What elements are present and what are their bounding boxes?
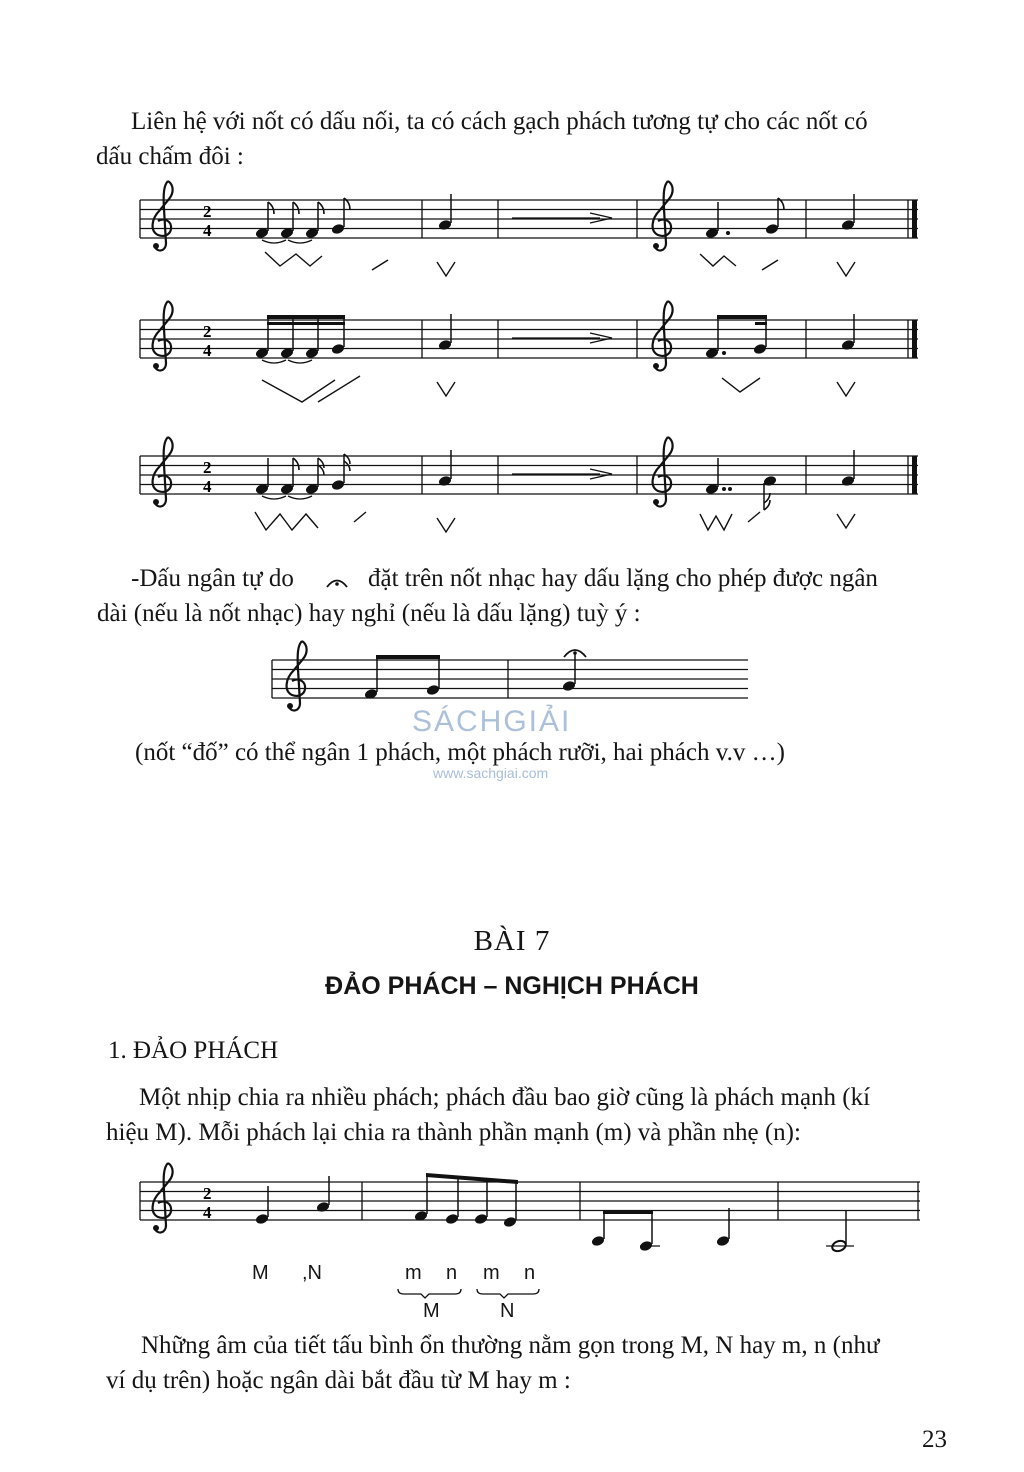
paragraph-4-line-2: ví dụ trên) hoặc ngân dài bắt đầu từ M hay m : (106, 1367, 571, 1394)
fermata-icon (327, 581, 347, 588)
time-sig-top-2: 2 (203, 322, 212, 341)
paragraph-2-line-2: dài (nếu là nốt nhạc) hay nghỉ (nếu là dấu lặng) tuỳ ý : (97, 600, 641, 627)
watermark-logo: SÁCHGIẢI (412, 705, 572, 738)
beat-label-m1: m (405, 1262, 422, 1284)
paragraph-3-line-1: Một nhịp chia ra nhiều phách; phách đầu bao giờ cũng là phách mạnh (kí (139, 1084, 871, 1111)
paragraph-2-line-1a: -Dấu ngân tự do (131, 565, 294, 592)
lesson-number: BÀI 7 (473, 925, 551, 957)
section-heading: 1. ĐẢO PHÁCH (108, 1037, 279, 1064)
lesson-title: ĐẢO PHÁCH – NGHỊCH PHÁCH (325, 972, 699, 1000)
time-sig-top-4: 2 (203, 1184, 212, 1203)
time-sig-bottom-3: 4 (203, 477, 212, 496)
time-sig-top: 2 (203, 202, 212, 221)
paragraph-1-line-1: Liên hệ với nốt có dấu nối, ta có cách gạch phách tương tự cho các nốt có (131, 108, 868, 135)
time-sig-bottom-2: 4 (203, 341, 212, 360)
fermata-example-staff (272, 641, 748, 710)
beat-label-n2: n (524, 1262, 536, 1284)
beat-group-M: M (423, 1300, 440, 1322)
beat-group-N: N (500, 1300, 515, 1322)
beat-label-M: M (252, 1262, 269, 1284)
paragraph-2-line-1b: đặt trên nốt nhạc hay dấu lặng cho phép được ngân (368, 565, 878, 592)
watermark-url: www.sachgiai.com (433, 765, 549, 781)
time-sig-bottom-4: 4 (203, 1203, 212, 1222)
staff-system-2 (140, 301, 918, 402)
beat-label-m2: m (483, 1262, 500, 1284)
time-sig-top-3: 2 (203, 458, 212, 477)
staff-system-4 (140, 1163, 920, 1298)
beat-label-n1: n (446, 1262, 458, 1284)
page-number: 23 (922, 1426, 947, 1453)
beat-label-N: ,N (302, 1262, 322, 1284)
staff-system-3 (140, 437, 918, 532)
staff-system-1 (140, 181, 918, 276)
fermata-caption: (nốt “đố” có thể ngân 1 phách, một phách rưỡi, hai phách v.v …) (135, 739, 785, 766)
paragraph-1-line-2: dấu chấm đôi : (96, 143, 244, 170)
time-sig-bottom: 4 (203, 221, 212, 240)
paragraph-4-line-1: Những âm của tiết tấu bình ổn thường nằm gọn trong M, N hay m, n (như (141, 1332, 880, 1359)
paragraph-3-line-2: hiệu M). Mỗi phách lại chia ra thành phần mạnh (m) và phần nhẹ (n): (106, 1119, 801, 1146)
